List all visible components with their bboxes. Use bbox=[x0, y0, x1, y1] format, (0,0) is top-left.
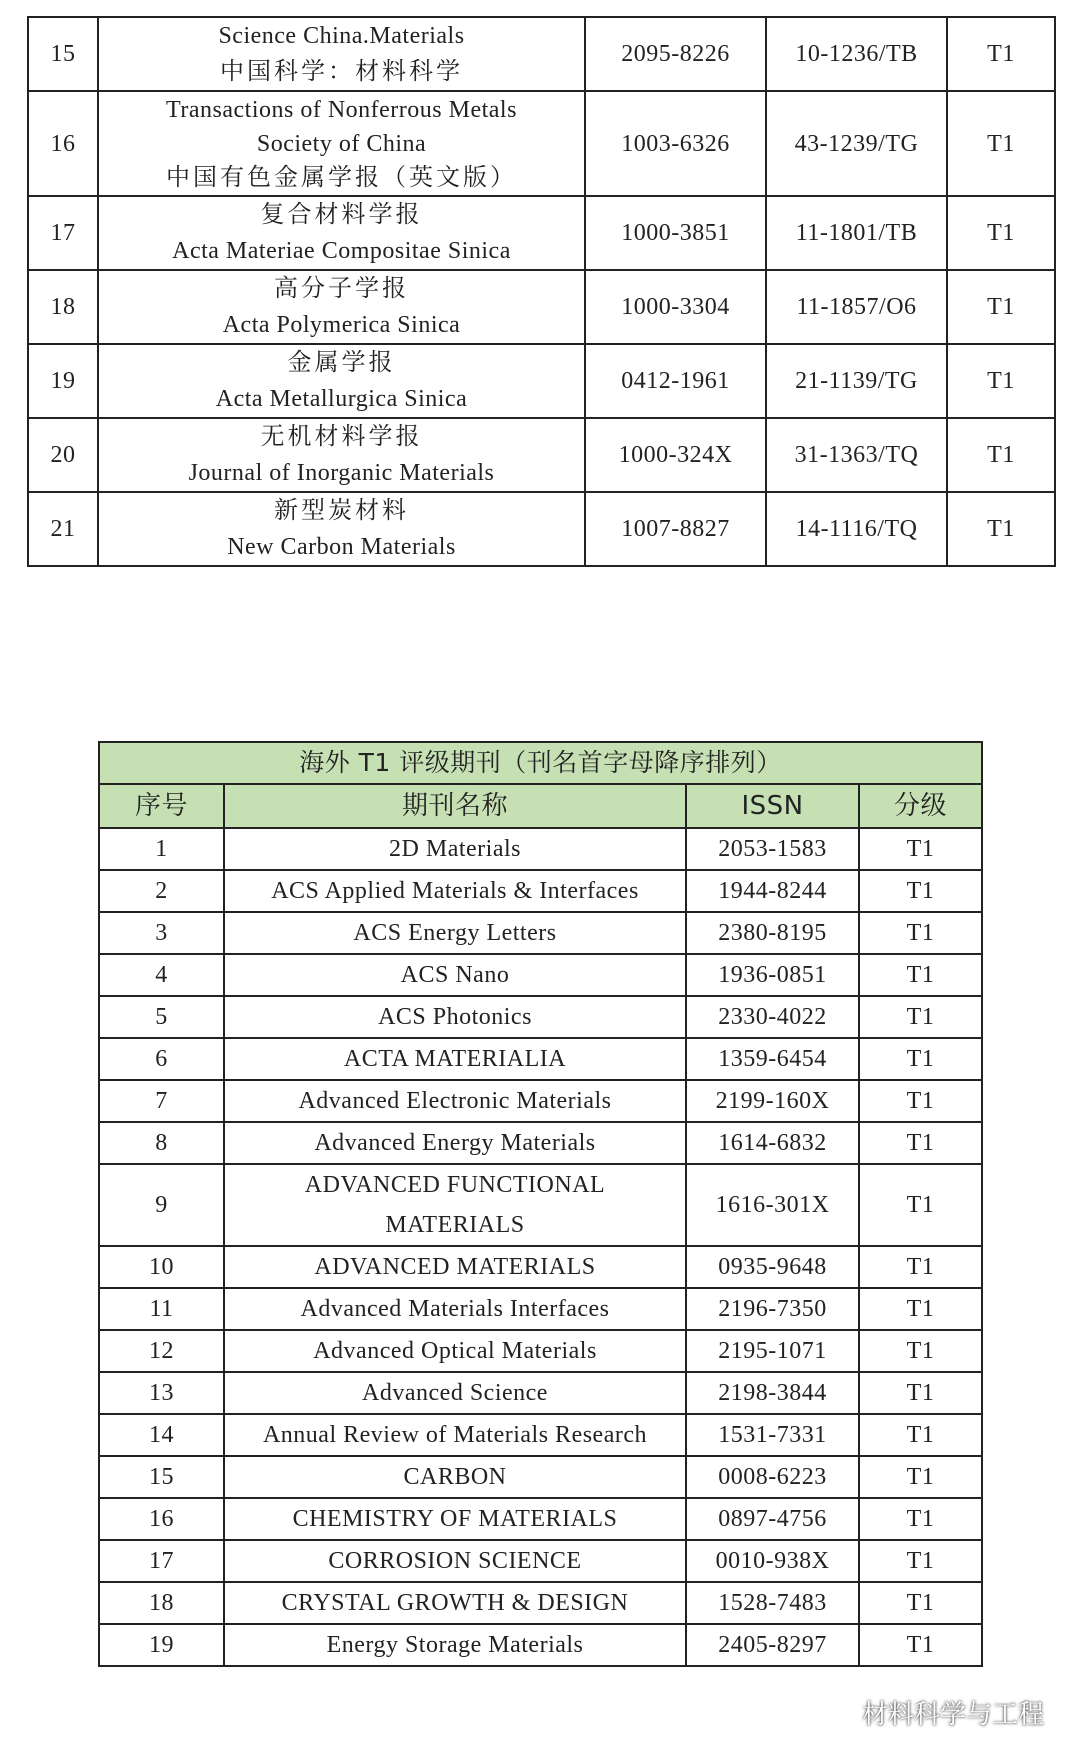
journal-name bbox=[98, 196, 585, 270]
row-no: 17 bbox=[99, 1540, 224, 1582]
grade: T1 bbox=[859, 1498, 982, 1540]
table-header-row bbox=[99, 784, 982, 828]
journal-name-line: 中国有色金属学报（英文版） bbox=[166, 164, 517, 191]
journal-name bbox=[224, 1372, 686, 1414]
journal-name-line: 高分子学报 bbox=[274, 276, 409, 302]
journal-name-line: Advanced Optical Materials bbox=[313, 1338, 597, 1364]
table-row bbox=[99, 828, 982, 870]
issn: 0010-938X bbox=[686, 1540, 859, 1582]
journal-name bbox=[224, 870, 686, 912]
issn: 2196-7350 bbox=[686, 1288, 859, 1330]
issn: 1359-6454 bbox=[686, 1038, 859, 1080]
journal-name bbox=[224, 1330, 686, 1372]
table-row bbox=[99, 1582, 982, 1624]
issn: 1614-6832 bbox=[686, 1122, 859, 1164]
grade: T1 bbox=[859, 954, 982, 996]
journal-name-line: ACS Energy Letters bbox=[353, 920, 557, 946]
grade: T1 bbox=[947, 492, 1055, 566]
journal-name bbox=[224, 828, 686, 870]
row-no: 18 bbox=[99, 1582, 224, 1624]
cn-number: 43-1239/TG bbox=[766, 91, 947, 196]
cn-number: 14-1116/TQ bbox=[766, 492, 947, 566]
journal-name bbox=[224, 1080, 686, 1122]
issn: 2405-8297 bbox=[686, 1624, 859, 1666]
table-row bbox=[99, 996, 982, 1038]
grade: T1 bbox=[859, 828, 982, 870]
journal-name-line: Annual Review of Materials Research bbox=[262, 1422, 648, 1448]
row-no: 2 bbox=[99, 870, 224, 912]
journal-name bbox=[98, 17, 585, 91]
table-row bbox=[28, 270, 1055, 344]
table-row bbox=[99, 1164, 982, 1246]
issn: 2380-8195 bbox=[686, 912, 859, 954]
grade: T1 bbox=[859, 1372, 982, 1414]
table-row bbox=[99, 954, 982, 996]
journal-name-line: Acta Polymerica Sinica bbox=[222, 312, 461, 338]
grade: T1 bbox=[859, 1080, 982, 1122]
grade: T1 bbox=[859, 1456, 982, 1498]
row-no: 4 bbox=[99, 954, 224, 996]
table-row bbox=[99, 1246, 982, 1288]
row-no: 7 bbox=[99, 1080, 224, 1122]
grade: T1 bbox=[947, 17, 1055, 91]
issn: 1531-7331 bbox=[686, 1414, 859, 1456]
journal-name bbox=[98, 270, 585, 344]
issn: 1000-324X bbox=[585, 418, 766, 492]
grade: T1 bbox=[859, 1122, 982, 1164]
grade: T1 bbox=[859, 996, 982, 1038]
table-row bbox=[99, 1330, 982, 1372]
journal-name bbox=[224, 1288, 686, 1330]
row-no: 8 bbox=[99, 1122, 224, 1164]
table-row bbox=[28, 492, 1055, 566]
table-row bbox=[99, 1624, 982, 1666]
journal-name bbox=[224, 1498, 686, 1540]
row-no: 19 bbox=[28, 344, 98, 418]
journal-name-line: Advanced Energy Materials bbox=[314, 1130, 596, 1156]
issn: 2195-1071 bbox=[686, 1330, 859, 1372]
issn: 0412-1961 bbox=[585, 344, 766, 418]
table-row bbox=[99, 912, 982, 954]
row-no: 1 bbox=[99, 828, 224, 870]
row-no: 11 bbox=[99, 1288, 224, 1330]
journal-name bbox=[224, 1164, 686, 1246]
issn: 2330-4022 bbox=[686, 996, 859, 1038]
journal-name bbox=[98, 91, 585, 196]
header-issn: ISSN bbox=[686, 784, 859, 828]
journal-name bbox=[98, 344, 585, 418]
journal-name bbox=[98, 492, 585, 566]
grade: T1 bbox=[947, 270, 1055, 344]
row-no: 15 bbox=[99, 1456, 224, 1498]
journal-name bbox=[224, 1246, 686, 1288]
journal-name-line: 复合材料学报 bbox=[260, 202, 423, 228]
table-row bbox=[99, 1540, 982, 1582]
table-title-row bbox=[99, 742, 982, 784]
grade: T1 bbox=[859, 1288, 982, 1330]
grade: T1 bbox=[859, 870, 982, 912]
grade: T1 bbox=[859, 912, 982, 954]
table-title: 海外 T1 评级期刊（刊名首字母降序排列） bbox=[99, 742, 982, 784]
journal-name bbox=[224, 1038, 686, 1080]
journal-name-line: ADVANCED MATERIALS bbox=[314, 1254, 596, 1280]
table-row bbox=[99, 1122, 982, 1164]
journal-name bbox=[224, 954, 686, 996]
issn: 2095-8226 bbox=[585, 17, 766, 91]
row-no: 19 bbox=[99, 1624, 224, 1666]
journal-name-line: ACTA MATERIALIA bbox=[343, 1046, 567, 1072]
row-no: 15 bbox=[28, 17, 98, 91]
journal-name bbox=[224, 1540, 686, 1582]
journal-name-line: MATERIALS bbox=[385, 1212, 525, 1238]
row-no: 10 bbox=[99, 1246, 224, 1288]
journal-name-line: CHEMISTRY OF MATERIALS bbox=[292, 1506, 618, 1532]
cn-number: 11-1801/TB bbox=[766, 196, 947, 270]
issn: 2053-1583 bbox=[686, 828, 859, 870]
row-no: 9 bbox=[99, 1164, 224, 1246]
journal-name-line: CARBON bbox=[403, 1464, 507, 1490]
issn: 1003-6326 bbox=[585, 91, 766, 196]
journal-name-line: ADVANCED FUNCTIONAL bbox=[304, 1172, 606, 1198]
table-row bbox=[28, 196, 1055, 270]
row-no: 20 bbox=[28, 418, 98, 492]
table-row bbox=[28, 91, 1055, 196]
issn: 2199-160X bbox=[686, 1080, 859, 1122]
issn: 0935-9648 bbox=[686, 1246, 859, 1288]
issn: 1007-8827 bbox=[585, 492, 766, 566]
wechat-icon bbox=[820, 1698, 854, 1726]
watermark bbox=[820, 1692, 1044, 1732]
cn-number: 31-1363/TQ bbox=[766, 418, 947, 492]
journal-name-line: ACS Photonics bbox=[378, 1004, 532, 1030]
cn-number: 21-1139/TG bbox=[766, 344, 947, 418]
journal-name-line: Transactions of Nonferrous Metals bbox=[166, 96, 517, 123]
issn: 1000-3304 bbox=[585, 270, 766, 344]
table-row bbox=[28, 344, 1055, 418]
journal-name-line: Advanced Electronic Materials bbox=[298, 1088, 612, 1114]
grade: T1 bbox=[947, 196, 1055, 270]
row-no: 6 bbox=[99, 1038, 224, 1080]
journal-name bbox=[98, 418, 585, 492]
table-row bbox=[99, 870, 982, 912]
table-row bbox=[99, 1038, 982, 1080]
cn-number: 11-1857/O6 bbox=[766, 270, 947, 344]
issn: 0008-6223 bbox=[686, 1456, 859, 1498]
cn-number: 10-1236/TB bbox=[766, 17, 947, 91]
journal-name-line: New Carbon Materials bbox=[227, 534, 456, 560]
grade: T1 bbox=[947, 344, 1055, 418]
journal-name-line: Energy Storage Materials bbox=[326, 1632, 584, 1658]
grade: T1 bbox=[859, 1414, 982, 1456]
header-grade: 分级 bbox=[859, 784, 982, 828]
issn: 1528-7483 bbox=[686, 1582, 859, 1624]
journal-name-line: 金属学报 bbox=[287, 350, 396, 376]
grade: T1 bbox=[859, 1038, 982, 1080]
grade: T1 bbox=[859, 1330, 982, 1372]
journal-name-line: 无机材料学报 bbox=[260, 424, 423, 450]
chinese-journals-table bbox=[27, 16, 1056, 567]
table-row bbox=[99, 1080, 982, 1122]
watermark-text: 材料科学与工程 bbox=[862, 1699, 1045, 1730]
journal-name bbox=[224, 1122, 686, 1164]
journal-name-line: CORROSION SCIENCE bbox=[328, 1548, 582, 1574]
issn: 2198-3844 bbox=[686, 1372, 859, 1414]
header-journal-name: 期刊名称 bbox=[224, 784, 686, 828]
journal-name bbox=[224, 1582, 686, 1624]
table-row bbox=[99, 1288, 982, 1330]
header-no: 序号 bbox=[99, 784, 224, 828]
issn: 1616-301X bbox=[686, 1164, 859, 1246]
row-no: 14 bbox=[99, 1414, 224, 1456]
row-no: 3 bbox=[99, 912, 224, 954]
journal-name bbox=[224, 912, 686, 954]
table-row bbox=[99, 1372, 982, 1414]
issn: 1936-0851 bbox=[686, 954, 859, 996]
grade: T1 bbox=[859, 1540, 982, 1582]
journal-name-line: CRYSTAL GROWTH & DESIGN bbox=[281, 1590, 629, 1616]
row-no: 13 bbox=[99, 1372, 224, 1414]
journal-name-line: Advanced Materials Interfaces bbox=[300, 1296, 610, 1322]
journal-name-line: ACS Nano bbox=[400, 962, 510, 988]
issn: 0897-4756 bbox=[686, 1498, 859, 1540]
row-no: 18 bbox=[28, 270, 98, 344]
journal-name-line: Journal of Inorganic Materials bbox=[188, 460, 495, 486]
issn: 1944-8244 bbox=[686, 870, 859, 912]
journal-name-line: Acta Metallurgica Sinica bbox=[215, 386, 468, 412]
journal-name-line: 中国科学：材料科学 bbox=[220, 59, 463, 85]
journal-name bbox=[224, 1456, 686, 1498]
table-row bbox=[99, 1414, 982, 1456]
grade: T1 bbox=[859, 1164, 982, 1246]
grade: T1 bbox=[947, 91, 1055, 196]
issn: 1000-3851 bbox=[585, 196, 766, 270]
row-no: 16 bbox=[28, 91, 98, 196]
journal-name-line: Acta Materiae Compositae Sinica bbox=[172, 238, 511, 264]
grade: T1 bbox=[859, 1246, 982, 1288]
journal-name-line: 新型炭材料 bbox=[274, 498, 409, 524]
journal-name bbox=[224, 1414, 686, 1456]
journal-name-line: Society of China bbox=[256, 130, 427, 157]
overseas-t1-journals-table bbox=[98, 741, 983, 1667]
journal-name bbox=[224, 1624, 686, 1666]
table-row bbox=[99, 1498, 982, 1540]
journal-name-line: ACS Applied Materials & Interfaces bbox=[271, 878, 639, 904]
row-no: 17 bbox=[28, 196, 98, 270]
table-row bbox=[28, 418, 1055, 492]
grade: T1 bbox=[859, 1582, 982, 1624]
row-no: 5 bbox=[99, 996, 224, 1038]
table-row bbox=[99, 1456, 982, 1498]
journal-name bbox=[224, 996, 686, 1038]
row-no: 12 bbox=[99, 1330, 224, 1372]
grade: T1 bbox=[859, 1624, 982, 1666]
row-no: 21 bbox=[28, 492, 98, 566]
journal-name-line: Advanced Science bbox=[362, 1380, 548, 1406]
journal-name-line: Science China.Materials bbox=[218, 23, 465, 49]
row-no: 16 bbox=[99, 1498, 224, 1540]
journal-name-line: 2D Materials bbox=[389, 836, 521, 862]
table-row bbox=[28, 17, 1055, 91]
grade: T1 bbox=[947, 418, 1055, 492]
